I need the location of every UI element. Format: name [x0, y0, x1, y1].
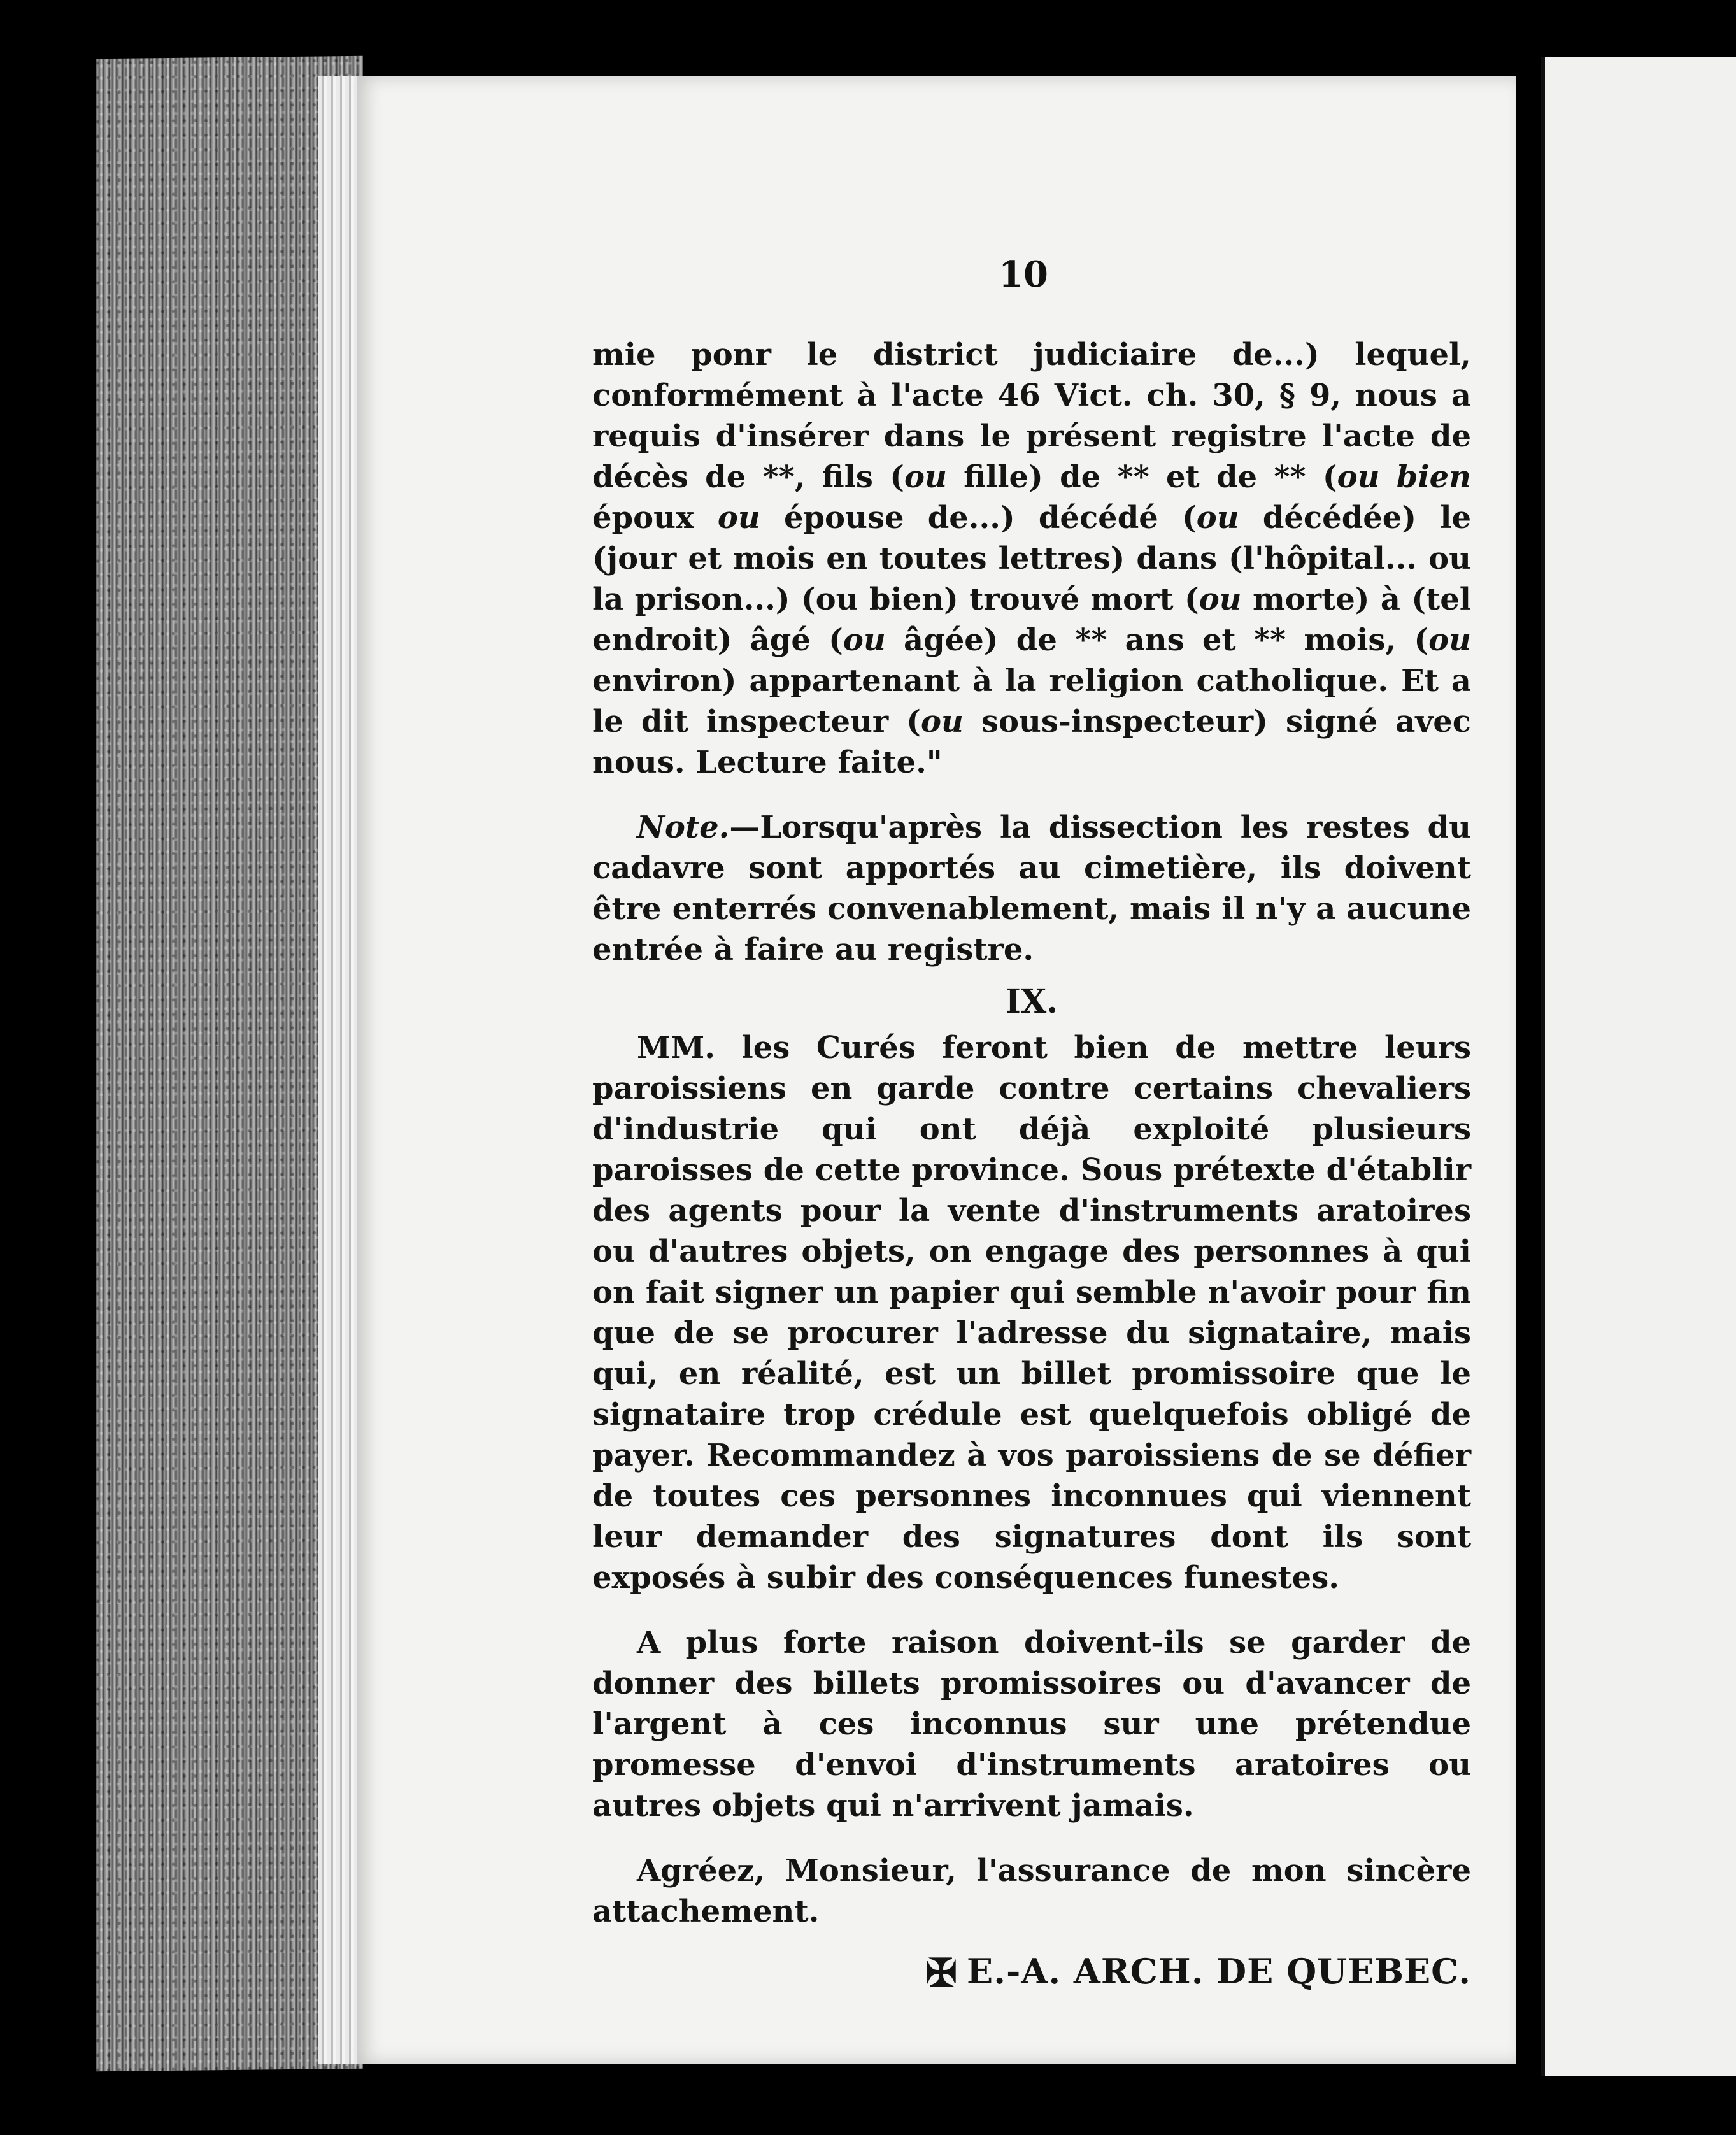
page-body	[592, 334, 1471, 1994]
italic-text: Note.	[637, 810, 730, 845]
italic-text: ou	[843, 622, 886, 658]
italic-text: ou	[904, 459, 947, 495]
italic-text: ou	[1196, 500, 1239, 536]
right-page-edge	[1541, 57, 1736, 2076]
text-run: décédée) le (jour et mois en toutes lettres) dans (l'hôpital... ou la prison...) (ou bien) trouvé mort (	[592, 500, 1472, 617]
italic-text: ou bien	[1337, 459, 1472, 495]
text-run: mie ponr le district judiciaire de...) lequel, conformément à l'acte 46 Vict. ch. 30, § 9, nous a requis d'insérer dans le présent registre l'acte de décès de **, fils (	[592, 337, 1471, 495]
italic-text: ou	[717, 500, 760, 536]
text-run: époux	[592, 500, 718, 536]
italic-text: ou	[1428, 622, 1471, 658]
signature-text: E.-A. ARCH. DE QUEBEC.	[967, 1951, 1471, 1992]
text-run: épouse de...) décédé (	[760, 500, 1197, 536]
paragraph-warning: MM. les Curés feront bien de mettre leurs paroissiens en garde contre certains chevaliers d'industrie qui ont déjà exploité plusieurs paroisses de cette province. Sous prétexte d'établir des agents pour la vente d'instruments aratoires ou d'autres objets, on engage des personnes à qui on fait signer un papier qui semble n'avoir pour fin que de se procurer l'adresse du signataire, mais qui, en réalité, est un billet promissoire que le signataire trop crédule est quelquefois obligé de payer. Recommandez à vos paroissiens de se défier de toutes ces personnes inconnues qui viennent leur demander des signatures dont ils sont exposés à subir des conséquences funestes.	[592, 1030, 1471, 1596]
section-heading: IX.	[1005, 982, 1058, 1021]
text-run: sous-inspecteur) signé avec nous. Lecture faite."	[592, 704, 1472, 780]
text-run: morte) à (tel endroit) âgé (	[592, 582, 1471, 658]
text-run: —Lorsqu'après la dissection les restes du cadavre sont apportés au cimetière, ils doivent être enterrés convenablement, mais il n'y a aucune entrée à faire au registre.	[592, 810, 1471, 968]
page-number: 10	[999, 253, 1048, 296]
text-run: environ) appartenant à la religion catholique. Et a le dit inspecteur (	[592, 663, 1471, 739]
italic-text: ou	[920, 704, 964, 739]
italic-text: ou	[1199, 582, 1242, 617]
paragraph-closing: Agréez, Monsieur, l'assurance de mon sincère attachement.	[592, 1853, 1471, 1929]
text-run: fille) de ** et de ** (	[946, 459, 1337, 495]
signature	[592, 1951, 1471, 1994]
paragraph-note	[592, 807, 1471, 970]
paragraph-continued-formula	[592, 334, 1471, 783]
paragraph-promissory: A plus forte raison doivent-ils se garder de donner des billets promissoires ou d'avancer de l'argent à ces inconnus sur une prétendue promesse d'envoi d'instruments aratoires ou autres objets qui n'arrivent jamais.	[592, 1625, 1471, 1824]
cross-icon: ✠	[925, 1951, 958, 1996]
text-run: âgée) de ** ans et ** mois, (	[885, 622, 1429, 658]
